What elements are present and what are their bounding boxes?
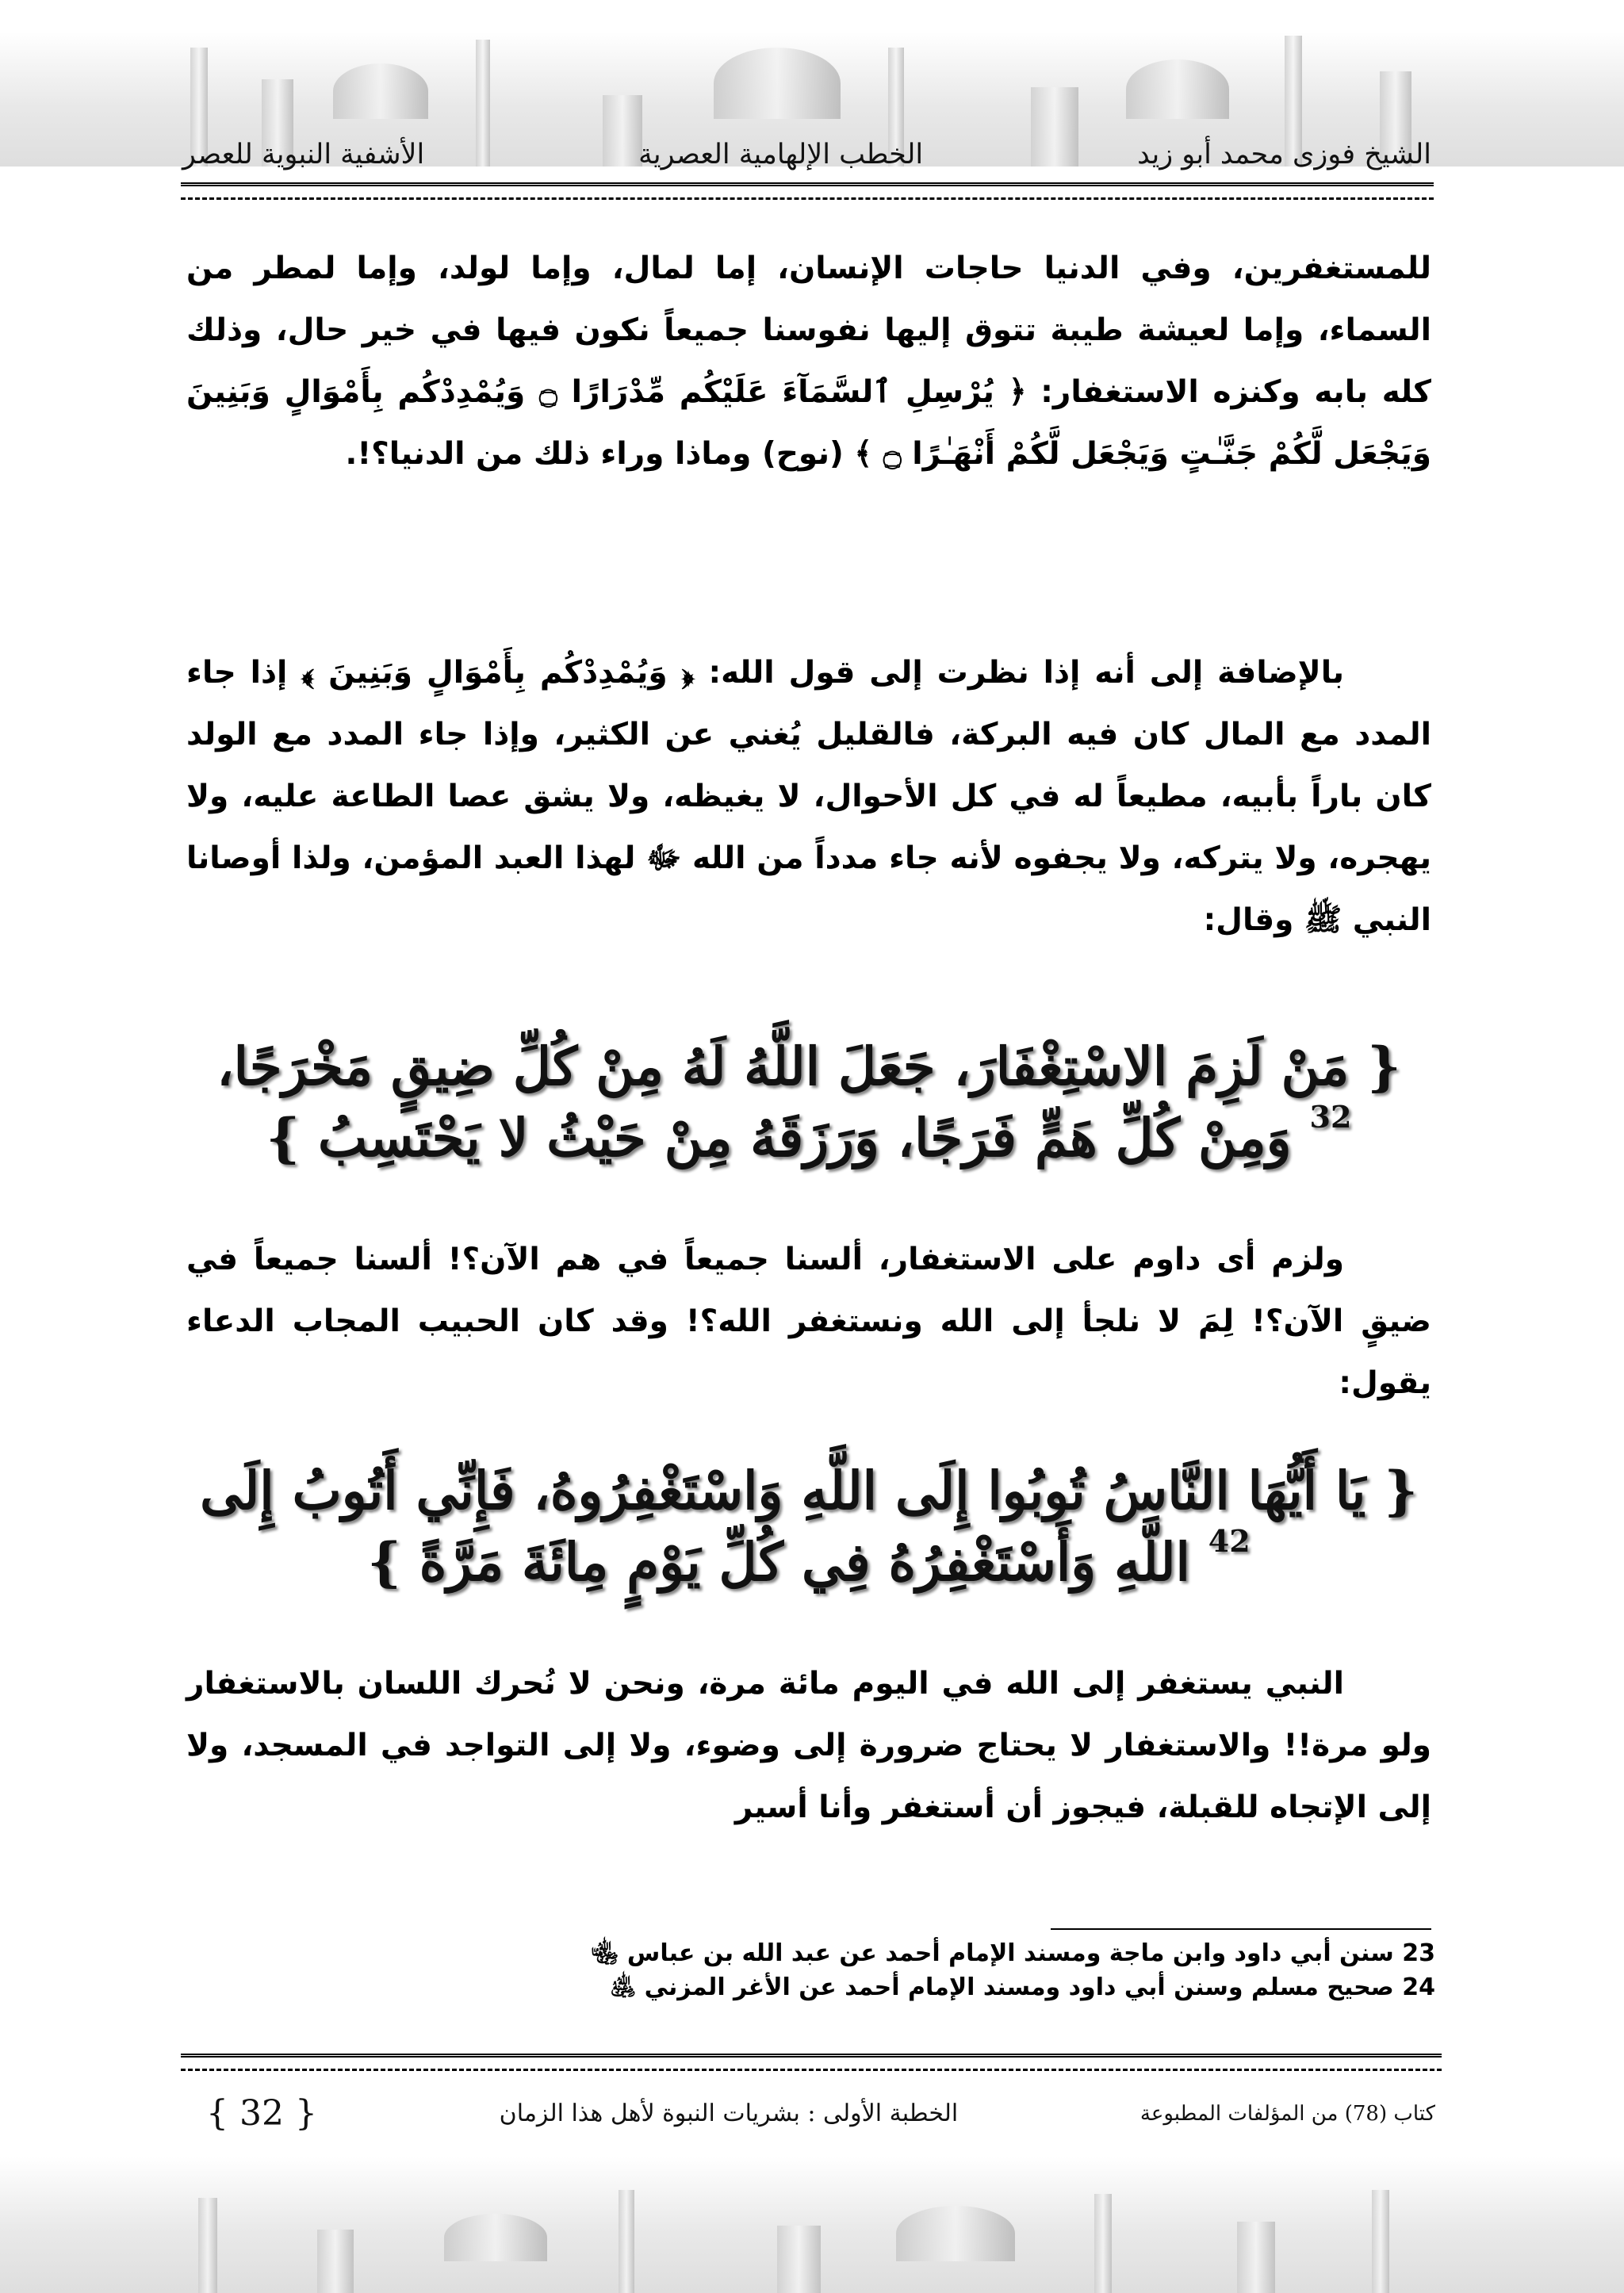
page-number: { 32 }: [206, 2093, 317, 2134]
footer-book-info: كتاب (78) من المؤلفات المطبوعة: [1139, 2101, 1435, 2126]
footnote-separator: [1051, 1928, 1431, 1930]
footnote-24: 24 صحيح مسلم وسنن أبي داود ومسند الإمام أحمد عن الأغر المزني ﵁: [610, 1973, 1435, 2001]
hadith-1-ref: 32: [1309, 1099, 1352, 1135]
header-rule: [181, 182, 1434, 200]
hadith-1-line-2: $^{32}$ وَمِنْ كُلِّ هَمٍّ فَرَجًا، وَرَزَقَهُ مِنْ حَيْثُ لا يَحْتَسِبُ }: [266, 1099, 1352, 1169]
footer-rule: [181, 2054, 1442, 2071]
hadith-quote-2: [178, 1455, 1439, 1598]
header-series: الخطب الإلهامية العصرية: [638, 139, 924, 170]
paragraph-2: بالإضافة إلى أنه إذا نظرت إلى قول الله: ﴿ وَيُمْدِدْكُم بِأَمْوَالٍ وَبَنِينَ ﴾ إذا جاء المدد مع المال كان فيه البركة، فالقليل يُغني عن الكثير، وإذا جاء المدد مع الولد كان باراً بأبيه، مطيعاً له في كل الأحوال، لا يغيظه، ولا يشق عصا الطاعة عليه، ولا يهجره، ولا يتركه، ولا يجفوه لأنه جاء مدداً من الله ﷻ لهذا العبد المؤمن، ولذا أوصانا النبي ﷺ وقال:: [186, 655, 1431, 938]
hadith-quote-1: [178, 1031, 1439, 1173]
header-book: الأشفية النبوية للعصر: [182, 139, 425, 170]
header-author: الشيخ فوزى محمد أبو زيد: [1137, 139, 1431, 170]
footnote-23: 23 سنن أبي داود وابن ماجة ومسند الإمام أحمد عن عبد الله بن عباس ﵄: [590, 1939, 1435, 1967]
footer-decoration: [0, 2157, 1624, 2293]
paragraph-3: ولزم أى داوم على الاستغفار، ألسنا جميعاً في هم الآن؟! ألسنا جميعاً في ضيقٍ الآن؟! لِمَ لا نلجأ إلى الله ونستغفر الله؟! وقد كان الحبيب المجاب الدعاء يقول:: [186, 1242, 1431, 1401]
hadith-1-line-1: { مَنْ لَزِمَ الاسْتِغْفَارَ، جَعَلَ اللَّهُ لَهُ مِنْ كُلِّ ضِيقٍ مَخْرَجًا،: [216, 1035, 1401, 1097]
hadith-2-line-2: $^{42}$ اللَّهِ وَأَسْتَغْفِرُهُ فِي كُلِّ يَوْمٍ مِائَةَ مَرَّةً }: [367, 1523, 1251, 1593]
hadith-2-ref: 42: [1208, 1523, 1251, 1559]
running-header: [182, 139, 1431, 170]
page-footer: [206, 2093, 1435, 2134]
footer-sermon-title: الخطبة الأولى : بشريات النبوة لأهل هذا الزمان: [499, 2100, 959, 2127]
paragraph-1: للمستغفرين، وفي الدنيا حاجات الإنسان، إما لمال، وإما لولد، وإما لمطر من السماء، وإما لعيشة طيبة تتوق إليها نفوسنا جميعاً نكون فيها في خير حال، وذلك كله بابه وكنزه الاستغفار: ﴿ يُرْسِلِ ٱلسَّمَآءَ عَلَيْكُم مِّدْرَارًا ۝ وَيُمْدِدْكُم بِأَمْوَالٍ وَبَنِينَ وَيَجْعَل لَّكُمْ جَنَّـٰتٍ وَيَجْعَل لَّكُمْ أَنْهَـٰرًا ۝ ﴾ (نوح) وماذا وراء ذلك من الدنيا؟!.: [186, 251, 1431, 472]
hadith-2-line-1: { يَا أَيُّهَا النَّاسُ تُوبُوا إِلَى اللَّهِ وَاسْتَغْفِرُوهُ، فَإِنِّي أَتُوبُ إِلَى: [200, 1460, 1418, 1522]
paragraph-4: النبي يستغفر إلى الله في اليوم مائة مرة، ونحن لا نُحرك اللسان بالاستغفار ولو مرة!! والاستغفار لا يحتاج ضرورة إلى وضوء، ولا إلى التواجد في المسجد، ولا إلى الإتجاه للقبلة، فيجوز أن أستغفر وأنا أسير: [186, 1666, 1431, 1825]
